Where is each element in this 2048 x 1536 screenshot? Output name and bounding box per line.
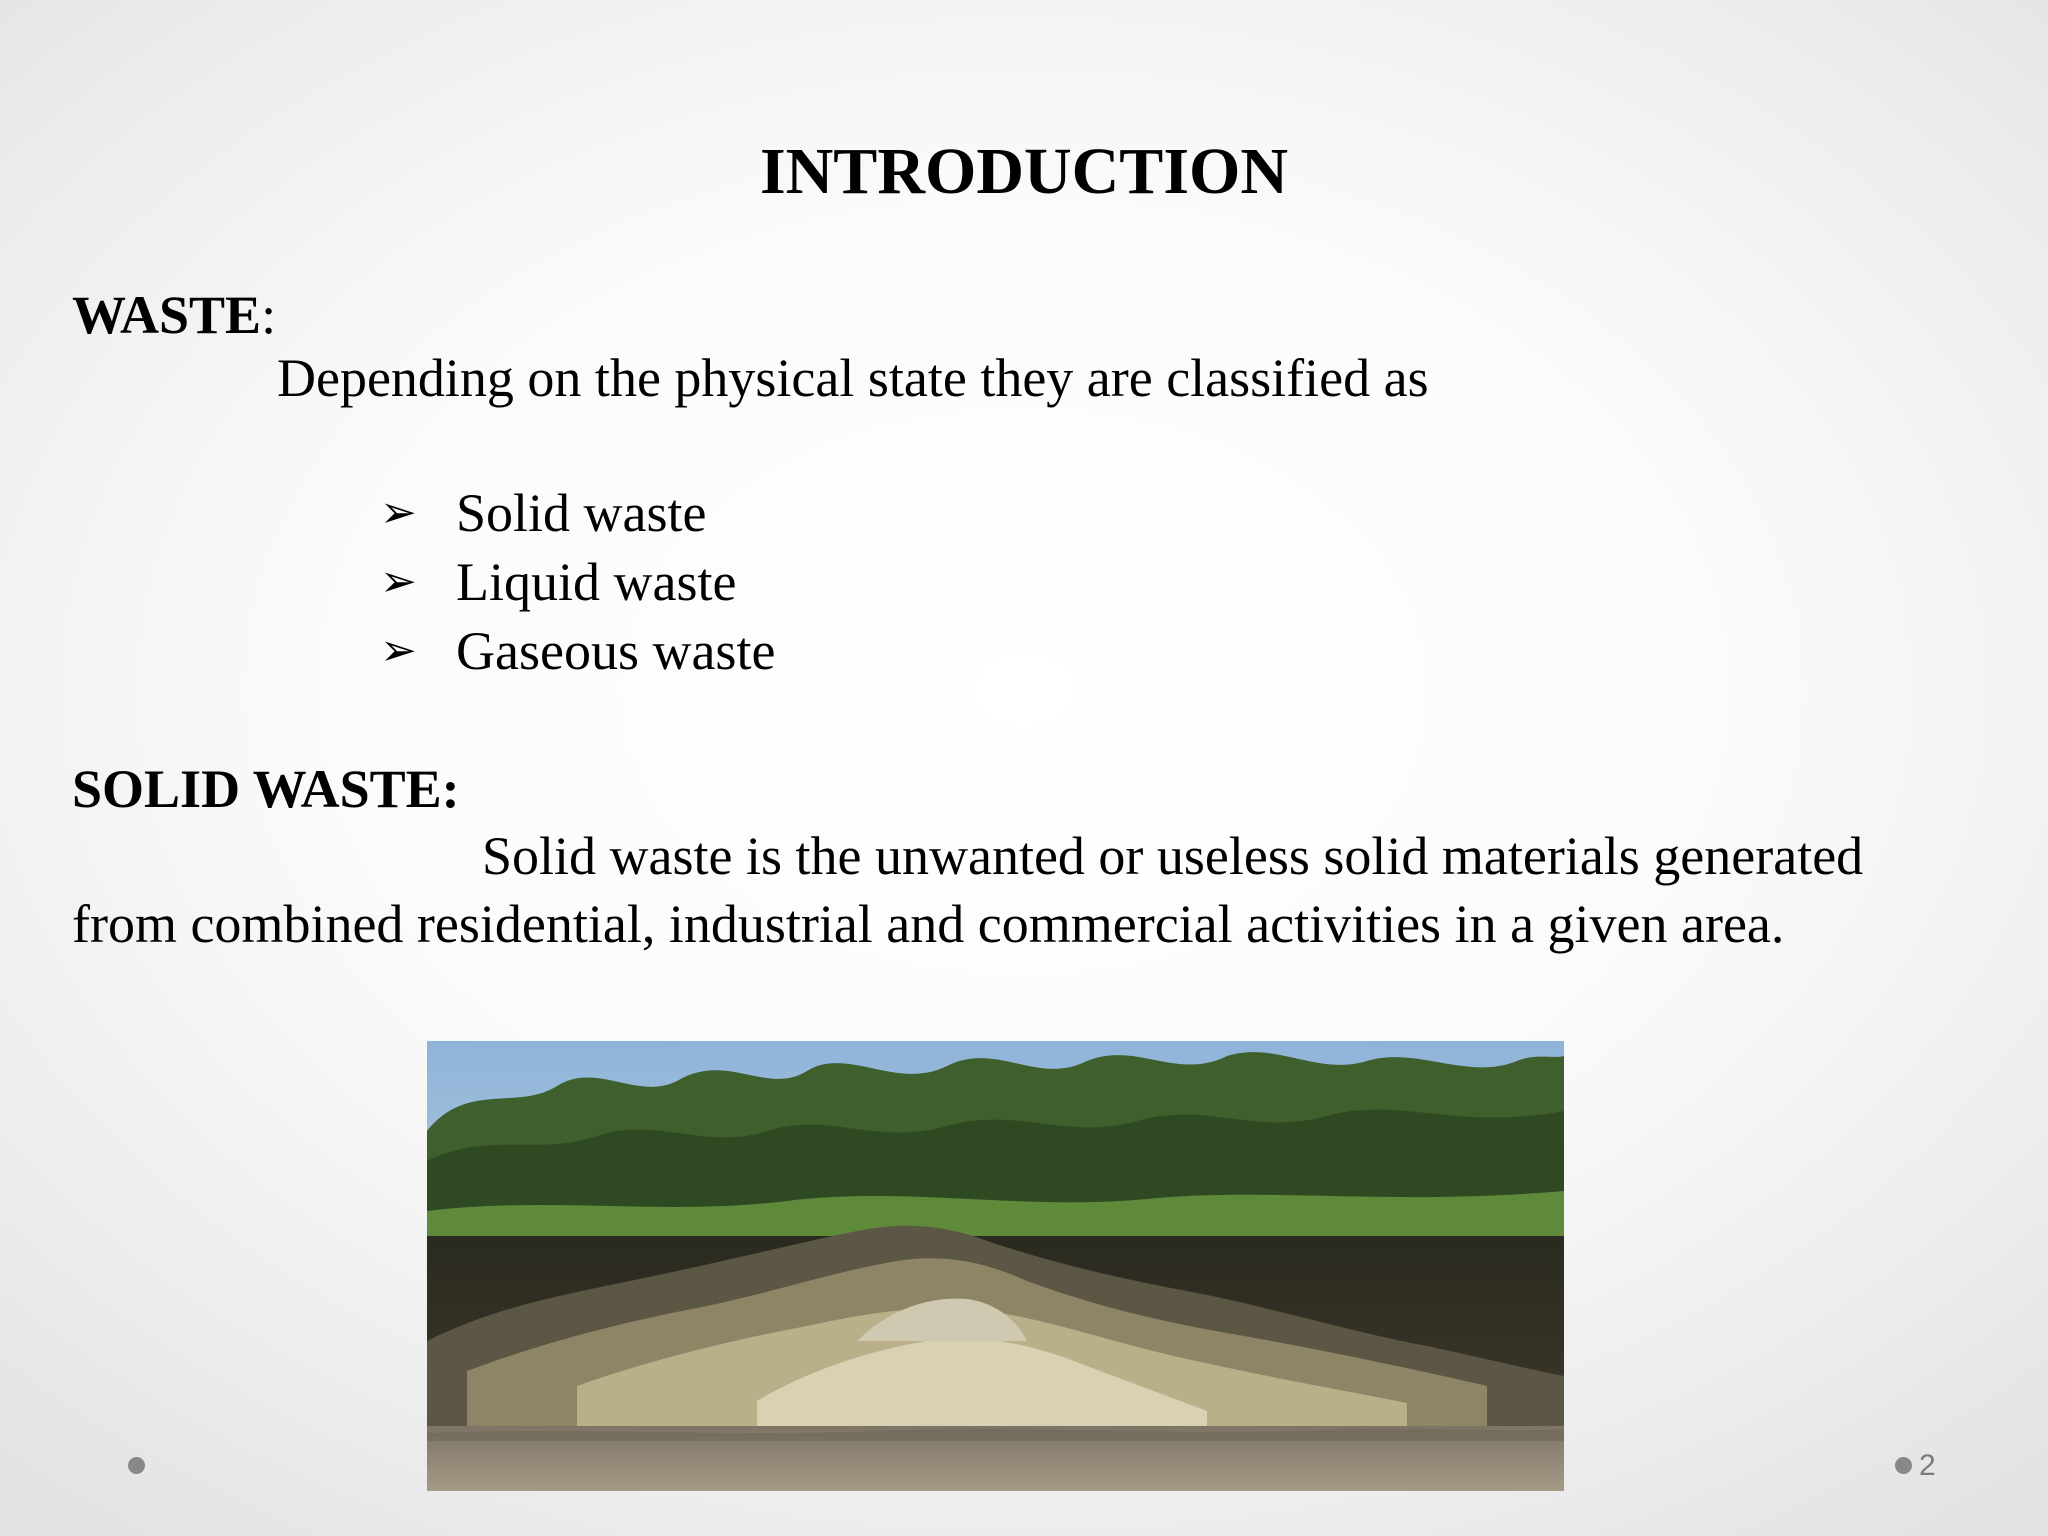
slide-decoration-dot-left bbox=[128, 1457, 145, 1474]
waste-heading-colon: : bbox=[261, 285, 277, 345]
waste-intro-text: Depending on the physical state they are classified as bbox=[277, 348, 1429, 408]
list-item-label: Gaseous waste bbox=[456, 621, 776, 681]
list-item bbox=[380, 550, 775, 619]
solid-waste-heading: SOLID WASTE: bbox=[72, 759, 460, 819]
page-number: 2 bbox=[1919, 1449, 1936, 1482]
waste-type-list bbox=[380, 481, 775, 688]
waste-heading-label: WASTE bbox=[72, 285, 262, 345]
arrow-bullet-icon: ➢ bbox=[380, 487, 417, 538]
list-item bbox=[380, 619, 775, 688]
waste-dump-photo bbox=[427, 1041, 1564, 1491]
arrow-bullet-icon: ➢ bbox=[380, 556, 417, 607]
waste-heading bbox=[72, 283, 276, 347]
solid-waste-definition bbox=[72, 822, 1972, 958]
slide-title: INTRODUCTION bbox=[759, 135, 1289, 208]
arrow-bullet-icon: ➢ bbox=[380, 625, 417, 676]
list-item-label: Solid waste bbox=[456, 483, 707, 543]
slide-decoration-dot-right bbox=[1895, 1457, 1912, 1474]
definition-line-1: Solid waste is the unwanted or useless solid materials generated bbox=[482, 826, 1864, 886]
list-item bbox=[380, 481, 775, 550]
definition-line-2: from combined residential, industrial and commercial activities in a given area. bbox=[72, 894, 1785, 954]
list-item-label: Liquid waste bbox=[456, 552, 737, 612]
